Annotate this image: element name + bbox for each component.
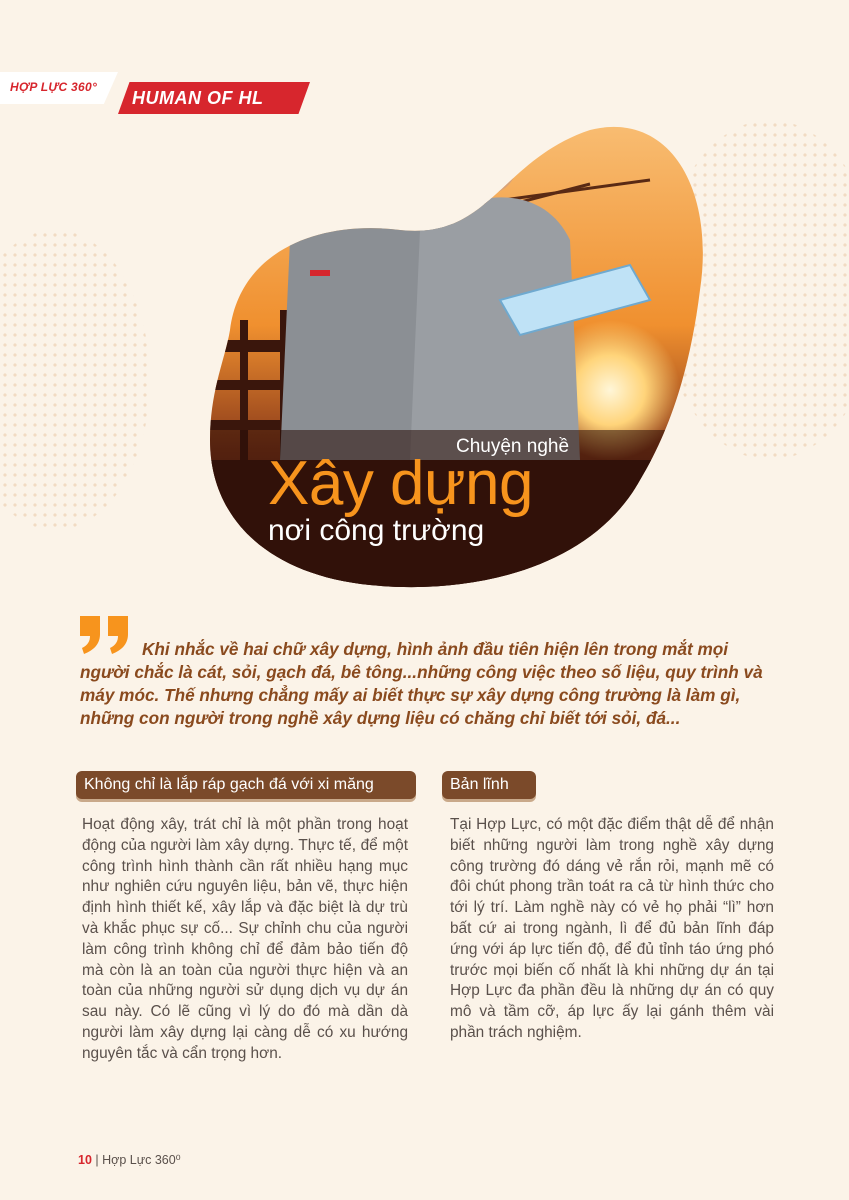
hero-kicker: Chuyện nghề [456,436,570,457]
brand-logo: HỢP LỰC 360° [10,80,98,94]
section-heading-construction: Không chỉ là lắp ráp gạch đá với xi măng [76,771,416,799]
dot-pattern-left [0,230,150,530]
page-number: 10 [78,1153,92,1167]
section-heading-bravery: Bản lĩnh [442,771,536,799]
footer-separator: | [95,1153,99,1167]
hero-title: Xây dựng [268,449,534,518]
publication-name: Hợp Lực 360⁰ [102,1153,181,1167]
intro-quote [80,638,780,730]
intro-quote-text: Khi nhắc về hai chữ xây dựng, hình ảnh đầu tiên hiện lên trong mắt mọi người chắc là cát, sỏi, gạch đá, bê tông...những công việc theo số liệu, quy trình và máy móc. Thế nhưng chẳng mấy ai biết thực sự xây dựng công trường là làm gì, những con người trong nghề xây dựng liệu có chăng chỉ biết tới sỏi, đá... [80,639,763,728]
section-body-bravery: Tại Hợp Lực, có một đặc điểm thật dễ để nhận biết những người làm trong nghề xây dựng công trường đó dáng vẻ rắn rỏi, mạnh mẽ có đôi chút phong trần toát ra cả từ hình thức cho tới lý trí. Làm nghề này có vẻ họ phải “lì” hơn bất cứ ai trong ngành, lì để đủ bản lĩnh đáp ứng với áp lực tiến độ, để đủ tỉnh táo ứng phó trước mọi biến cố nhất là khi những dự án tại Hợp Lực đa phần đều là những dự án có quy mô và tầm cỡ, áp lực ấy lại gánh thêm vài phần trách nghiệm. [450,816,774,1041]
section-body-construction: Hoạt động xây, trát chỉ là một phần trong hoạt động của người làm xây dựng. Thực tế, để một công trình hình thành cần rất nhiều hạng mục như nghiên cứu nguyên liệu, bản vẽ, thực hiện định hình thiết kế, xây lắp và đặc biệt là dự trù và khắc phục sự cố... Sự chỉnh chu của người làm công trình không chỉ để đảm bảo tiến độ mà còn là an toàn của người thực hiện và an toàn của những người sử dụng dịch vụ dự án sau này. Có lẽ cũng vì lý do đó mà dần dà người làm xây dựng lại càng dễ có xu hướng nguyên tắc và cẩn trọng hơn. [82,816,408,1062]
section-title: HUMAN OF HL [132,88,264,108]
hero-subtitle: nơi công trường [268,514,485,547]
page-footer [78,1152,181,1167]
